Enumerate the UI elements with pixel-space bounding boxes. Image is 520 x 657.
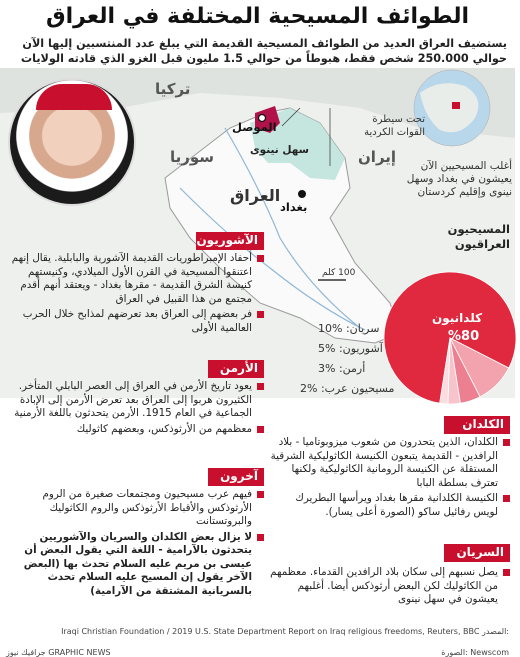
assyrians-item-2: فر بعضهم إلى العراق بعد تعرضهم لمذابح خلال الحرب العالمية الأولى: [6, 308, 264, 335]
chaldeans-item-2: الكنيسة الكلدانية مقرها بغداد ويرأسها البطريرك لويس رفائيل ساكو (الصورة أعلى يسار).: [270, 492, 510, 519]
iran-label: إيران: [358, 148, 397, 166]
pct-label-arab-christians: مسيحيون عرب: %2: [300, 382, 395, 395]
assyrians-item-1: أحفاد الإمبراطوريات القديمة الآشورية والبابلية. يقال إنهم اعتنقوا المسيحية في القرن الأول الميلادي، وكنيستهم كنيسة الشرق القديمة - مقرها بغداد - ويعتقد أنهم أقدم مجتمع من هذا القبيل في العراق: [6, 252, 264, 306]
armenians-item-1: يعود تاريخ الأرمن في العراق إلى العصر البابلي المتأخر. الكثيرون هربوا إلى العراق بعد تعرض الأرمن إلى الإبادة الجماعية في العام 1915. الأرمن يتحدثون باللغة الأرمنية: [6, 380, 264, 421]
pie-label-chaldeans: كلدانيون: [432, 311, 483, 325]
pct-value-syriacs: %10: [318, 322, 343, 335]
section-head-syriacs: السريان: [444, 544, 510, 562]
pct-value-armenians: %3: [318, 362, 336, 375]
patriarch-photo: [8, 78, 136, 206]
section-head-others: آخرون: [208, 468, 264, 486]
pct-label-assyrians: آشوريون: %5: [318, 342, 383, 355]
section-syriacs: [270, 566, 510, 609]
pct-label-syriacs: سريان: %10: [318, 322, 380, 335]
syriacs-item-1: يصل نسبهم إلى سكان بلاد الرافدين القدماء. معظمهم من الكاثوليك لكن البعض أرثوذكس أيضا. أغلبهم يعيشون في سهل نينوى: [270, 566, 510, 607]
page-title: الطوائف المسيحية المختلفة في العراق: [45, 4, 470, 29]
baghdad-marker: [298, 190, 306, 198]
others-item-1: فيهم عرب مسيحيون ومجتمعات صغيرة من الروم الأرثوذكس والأقباط الأرثوذكس والروم الكاثوليك والبروتستانت: [6, 488, 264, 529]
credit-left: جرافيك نيوز GRAPHIC NEWS: [6, 648, 111, 657]
pct-name-arab-christians: مسيحيون عرب: [324, 382, 395, 395]
section-others: [6, 488, 264, 600]
source-label: المصدر:: [482, 627, 509, 636]
pct-label-armenians: أرمن: %3: [318, 362, 366, 375]
section-assyrians: [6, 252, 264, 337]
turkey-label: تركيا: [155, 80, 191, 98]
pct-name-armenians: أرمن: [342, 362, 366, 375]
pct-value-assyrians: %5: [318, 342, 336, 355]
others-item-2: لا يزال بعض الكلدان والسريان والآشوريين يتحدثون بالآرامية - اللغة التي يقول البعض أن عيسى بن مريم عليه السلام تحدث بها (البعض الآخر يقول إن المسيح عليه السلام تحدث بالسريانية المشتقة من الآرامية): [6, 531, 264, 599]
mosul-label: الموصل: [232, 120, 277, 134]
baghdad-label: بغداد: [280, 200, 308, 214]
kurdish-label: تحت سيطرة القوات الكردية: [364, 114, 425, 138]
syria-label: سوريا: [170, 148, 215, 166]
section-head-chaldeans: الكلدان: [444, 416, 510, 434]
source-text: Iraqi Christian Foundation / 2019 U.S. State Department Report on Iraq religious freedoms, Reuters, BBC: [61, 627, 480, 636]
section-chaldeans: [270, 436, 510, 521]
nineveh-label: سهل نينوى: [250, 144, 310, 156]
chaldeans-item-1: الكلدان، الذين يتحدرون من شعوب ميزوبوتاميا - بلاد الرافدين - القديمة يتبعون الكنيسة الكاثوليكية الشرقية المستقلة عن الكنيسة الرومانية الكاثوليكية ولكنها تعترف بسلطة البابا: [270, 436, 510, 490]
most-christians-note: أغلب المسيحيين الآن يعيشون في بغداد وسهل نينوى وإقليم كردستان: [406, 160, 512, 198]
pie-pct-chaldeans: %80: [448, 329, 480, 344]
credit-right: Newscom :الصورة: [441, 648, 509, 657]
pct-name-syriacs: سريان: [349, 322, 380, 335]
section-armenians: [6, 380, 264, 438]
pct-name-assyrians: آشوريون: [342, 342, 383, 355]
source-line: [6, 627, 509, 636]
iraq-label: العراق: [230, 186, 281, 205]
iraqi-christians-heading: المسيحيون العراقيون: [447, 222, 510, 251]
scale-label: 100 كلم: [322, 268, 356, 278]
page-subtitle: يستضيف العراق العديد من الطوائف المسيحية القديمة التي يبلغ عدد المنتسبين إليها الآن حوالي 250.000 شخص فقط، هبوطاً من حوالي 1.5 مليون قبل الغزو الذي قادته الولايات: [20, 37, 507, 65]
section-head-assyrians: الآشوريون: [196, 232, 264, 250]
section-head-armenians: الأرمن: [208, 360, 264, 378]
pct-value-arab-christians: %2: [300, 382, 318, 395]
armenians-item-2: معظمهم من الأرثوذكس، وبعضهم كاثوليك: [6, 423, 264, 437]
